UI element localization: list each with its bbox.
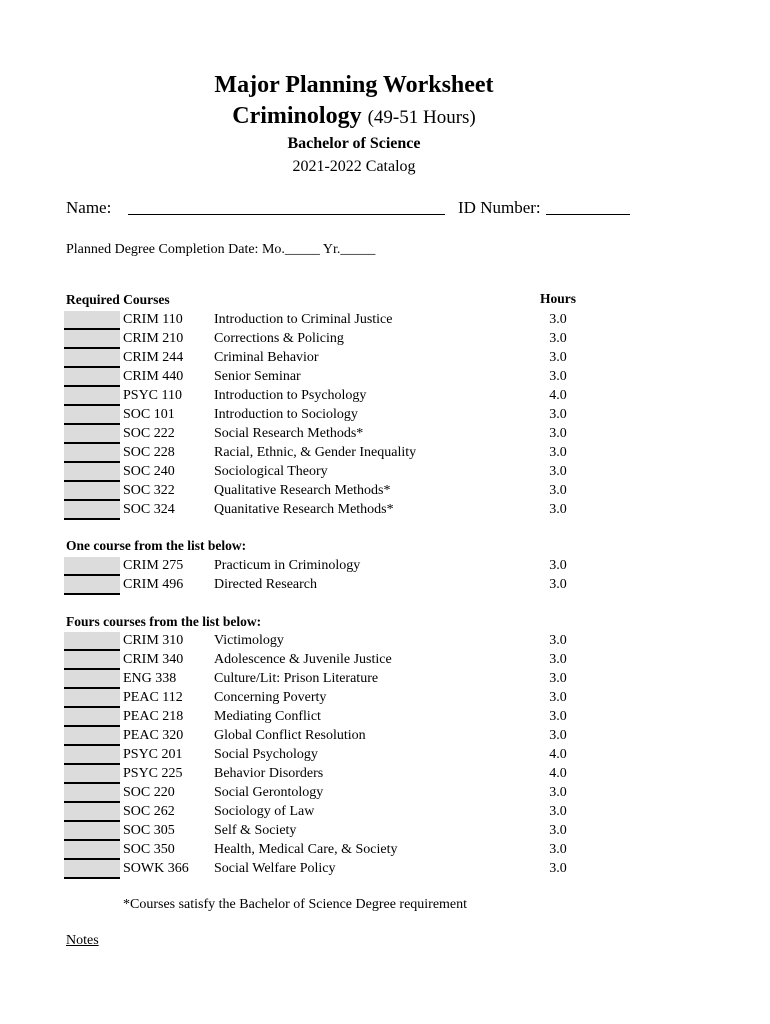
course-title: Quanitative Research Methods* xyxy=(214,502,394,517)
course-hours: 3.0 xyxy=(549,633,567,648)
course-checkoff-field[interactable] xyxy=(64,463,120,482)
course-hours: 3.0 xyxy=(549,350,567,365)
course-checkoff-field[interactable] xyxy=(64,482,120,501)
course-code: SOC 305 xyxy=(123,823,175,838)
course-checkoff-field[interactable] xyxy=(64,708,120,727)
course-title: Introduction to Psychology xyxy=(214,388,367,403)
course-title: Directed Research xyxy=(214,577,317,592)
course-row xyxy=(0,557,700,576)
course-title: Introduction to Sociology xyxy=(214,407,358,422)
course-row xyxy=(0,501,700,520)
course-hours: 3.0 xyxy=(549,483,567,498)
course-checkoff-field[interactable] xyxy=(64,689,120,708)
course-checkoff-field[interactable] xyxy=(64,803,120,822)
course-hours: 3.0 xyxy=(549,331,567,346)
course-row xyxy=(0,670,700,689)
course-hours: 3.0 xyxy=(549,709,567,724)
course-row xyxy=(0,463,700,482)
course-code: CRIM 275 xyxy=(123,558,184,573)
course-checkoff-field[interactable] xyxy=(64,765,120,784)
course-title: Global Conflict Resolution xyxy=(214,728,366,743)
catalog-year: 2021-2022 Catalog xyxy=(292,158,416,175)
course-code: PEAC 218 xyxy=(123,709,184,724)
id-number-label: ID Number: xyxy=(458,198,541,217)
course-title: Culture/Lit: Prison Literature xyxy=(214,671,379,686)
course-checkoff-field[interactable] xyxy=(64,387,120,406)
course-hours: 4.0 xyxy=(549,766,567,781)
course-code: SOC 324 xyxy=(123,502,175,517)
course-hours: 3.0 xyxy=(549,312,567,327)
course-row xyxy=(0,387,700,406)
course-code: SOC 240 xyxy=(123,464,175,479)
course-hours: 3.0 xyxy=(549,842,567,857)
course-code: PEAC 112 xyxy=(123,690,183,705)
course-checkoff-field[interactable] xyxy=(64,576,120,595)
course-row xyxy=(0,576,700,595)
course-hours: 4.0 xyxy=(549,388,567,403)
course-checkoff-field[interactable] xyxy=(64,349,120,368)
course-checkoff-field[interactable] xyxy=(64,368,120,387)
course-code: SOC 350 xyxy=(123,842,175,857)
course-title: Health, Medical Care, & Society xyxy=(214,842,398,857)
course-row xyxy=(0,727,700,746)
course-code: SOC 322 xyxy=(123,483,175,498)
required-courses-heading: Required Courses xyxy=(66,292,170,307)
course-hours: 4.0 xyxy=(549,747,567,762)
course-code: PSYC 225 xyxy=(123,766,183,781)
major-heading xyxy=(0,103,708,130)
hours-column-header: Hours xyxy=(539,291,576,306)
course-title: Behavior Disorders xyxy=(214,766,324,781)
course-hours: 3.0 xyxy=(549,445,567,460)
course-title: Criminal Behavior xyxy=(214,350,319,365)
id-number-field[interactable] xyxy=(546,214,630,215)
course-row xyxy=(0,765,700,784)
course-row xyxy=(0,822,700,841)
course-hours: 3.0 xyxy=(549,804,567,819)
course-title: Concerning Poverty xyxy=(214,690,327,705)
course-title: Corrections & Policing xyxy=(214,331,344,346)
course-checkoff-field[interactable] xyxy=(64,746,120,765)
course-hours: 3.0 xyxy=(549,861,567,876)
course-hours: 3.0 xyxy=(549,407,567,422)
course-title: Racial, Ethnic, & Gender Inequality xyxy=(214,445,417,460)
course-code: SOC 262 xyxy=(123,804,175,819)
course-row xyxy=(0,349,700,368)
course-code: PEAC 320 xyxy=(123,728,184,743)
course-checkoff-field[interactable] xyxy=(64,727,120,746)
course-title: Social Research Methods* xyxy=(214,426,364,441)
course-title: Senior Seminar xyxy=(214,369,301,384)
course-code: SOWK 366 xyxy=(123,861,189,876)
course-title: Sociology of Law xyxy=(214,804,315,819)
worksheet-title: Major Planning Worksheet xyxy=(214,72,494,98)
course-hours: 3.0 xyxy=(549,823,567,838)
course-checkoff-field[interactable] xyxy=(64,557,120,576)
course-row xyxy=(0,803,700,822)
major-hours-range: (49-51 Hours) xyxy=(367,107,476,128)
course-checkoff-field[interactable] xyxy=(64,444,120,463)
course-checkoff-field[interactable] xyxy=(64,501,120,520)
course-row xyxy=(0,841,700,860)
course-checkoff-field[interactable] xyxy=(64,822,120,841)
course-title: Adolescence & Juvenile Justice xyxy=(214,652,392,667)
course-title: Sociological Theory xyxy=(214,464,328,479)
course-hours: 3.0 xyxy=(549,785,567,800)
course-row xyxy=(0,330,700,349)
name-label: Name: xyxy=(66,198,112,217)
course-code: SOC 228 xyxy=(123,445,175,460)
course-title: Victimology xyxy=(214,633,284,648)
degree-name: Bachelor of Science xyxy=(287,135,421,152)
course-code: CRIM 440 xyxy=(123,369,184,384)
course-hours: 3.0 xyxy=(549,652,567,667)
course-title: Social Welfare Policy xyxy=(214,861,336,876)
course-hours: 3.0 xyxy=(549,369,567,384)
course-checkoff-field[interactable] xyxy=(64,311,120,330)
course-row xyxy=(0,784,700,803)
course-title: Self & Society xyxy=(214,823,297,838)
course-hours: 3.0 xyxy=(549,728,567,743)
course-row xyxy=(0,444,700,463)
course-code: SOC 220 xyxy=(123,785,175,800)
course-checkoff-field[interactable] xyxy=(64,425,120,444)
course-hours: 3.0 xyxy=(549,690,567,705)
course-checkoff-field[interactable] xyxy=(64,841,120,860)
course-row xyxy=(0,406,700,425)
course-hours: 3.0 xyxy=(549,558,567,573)
course-hours: 3.0 xyxy=(549,671,567,686)
course-hours: 3.0 xyxy=(549,577,567,592)
course-code: SOC 222 xyxy=(123,426,175,441)
course-row xyxy=(0,368,700,387)
course-row xyxy=(0,311,700,330)
course-code: CRIM 110 xyxy=(123,312,183,327)
course-checkoff-field[interactable] xyxy=(64,860,120,879)
one-course-heading: One course from the list below: xyxy=(66,538,247,553)
course-row xyxy=(0,425,700,444)
course-title: Introduction to Criminal Justice xyxy=(214,312,393,327)
course-title: Mediating Conflict xyxy=(214,709,321,724)
course-code: CRIM 340 xyxy=(123,652,184,667)
course-row xyxy=(0,632,700,651)
course-checkoff-field[interactable] xyxy=(64,406,120,425)
course-code: CRIM 310 xyxy=(123,633,184,648)
course-code: PSYC 201 xyxy=(123,747,183,762)
course-title: Qualitative Research Methods* xyxy=(214,483,391,498)
major-name: Criminology xyxy=(232,103,362,129)
course-checkoff-field[interactable] xyxy=(64,632,120,651)
course-hours: 3.0 xyxy=(549,426,567,441)
course-row xyxy=(0,860,700,879)
course-checkoff-field[interactable] xyxy=(64,330,120,349)
course-title: Social Gerontology xyxy=(214,785,324,800)
course-title: Practicum in Criminology xyxy=(214,558,361,573)
course-hours: 3.0 xyxy=(549,464,567,479)
course-code: SOC 101 xyxy=(123,407,175,422)
course-row xyxy=(0,708,700,727)
name-field[interactable] xyxy=(128,214,445,215)
course-code: CRIM 496 xyxy=(123,577,184,592)
course-row xyxy=(0,746,700,765)
course-checkoff-field[interactable] xyxy=(64,651,120,670)
course-checkoff-field[interactable] xyxy=(64,670,120,689)
course-code: CRIM 210 xyxy=(123,331,184,346)
course-code: CRIM 244 xyxy=(123,350,184,365)
course-row xyxy=(0,651,700,670)
course-title: Social Psychology xyxy=(214,747,318,762)
completion-date-line: Planned Degree Completion Date: Mo._____ Yr._____ xyxy=(66,242,376,257)
footnote: *Courses satisfy the Bachelor of Science Degree requirement xyxy=(123,897,468,912)
course-hours: 3.0 xyxy=(549,502,567,517)
course-row xyxy=(0,689,700,708)
notes-heading: Notes xyxy=(66,933,99,948)
course-checkoff-field[interactable] xyxy=(64,784,120,803)
course-code: ENG 338 xyxy=(123,671,177,686)
course-row xyxy=(0,482,700,501)
four-courses-heading: Fours courses from the list below: xyxy=(66,614,262,629)
course-code: PSYC 110 xyxy=(123,388,183,403)
